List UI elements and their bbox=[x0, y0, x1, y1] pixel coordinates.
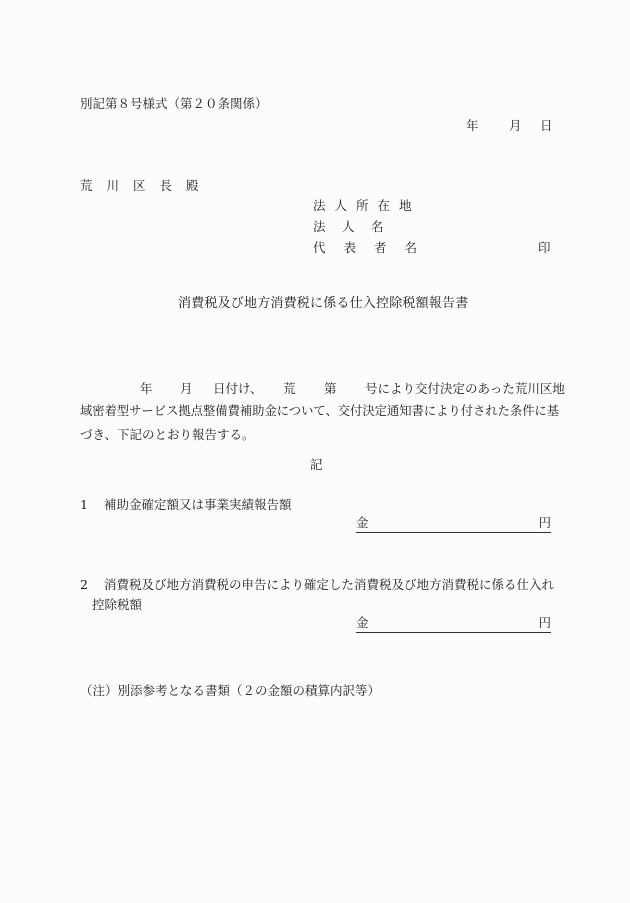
item-1-amount-prefix: 金 bbox=[356, 515, 369, 530]
sender-address-label: 法人所在地 bbox=[313, 198, 421, 213]
note: （注）別添参考となる書類（２の金額の積算内訳等） bbox=[80, 683, 381, 698]
item-1-amount-field[interactable] bbox=[356, 515, 551, 533]
item-2 bbox=[80, 577, 554, 593]
body-month-label: 月 bbox=[180, 381, 193, 396]
sender-name-label: 法 人 名 bbox=[313, 219, 386, 234]
date-month-label: 月 bbox=[509, 118, 522, 133]
item-1-label: 補助金確定額又は事業実績報告額 bbox=[104, 497, 292, 512]
item-2-amount-field[interactable] bbox=[356, 615, 551, 633]
item-2-label-line2: 控除税額 bbox=[92, 597, 143, 612]
document-title: 消費税及び地方消費税に係る仕入控除税額報告書 bbox=[178, 296, 469, 311]
item-2-number: 2 bbox=[80, 577, 88, 592]
addressee: 荒川区長殿 bbox=[80, 178, 213, 193]
item-2-label-line1: 消費税及び地方消費税の申告により確定した消費税及び地方消費税に係る仕入れ bbox=[104, 577, 555, 592]
body-paragraph bbox=[80, 377, 565, 446]
body-day-label: 日付け、 bbox=[213, 381, 263, 396]
form-number: 別記第８号様式（第２０条関係） bbox=[80, 96, 268, 111]
item-1-number: 1 bbox=[80, 497, 88, 512]
item-2-amount-suffix: 円 bbox=[538, 615, 551, 630]
body-year-label: 年 bbox=[140, 381, 153, 396]
date-day-label: 日 bbox=[540, 118, 553, 133]
item-1 bbox=[80, 497, 292, 513]
ki-heading: 記 bbox=[310, 457, 323, 472]
body-ara-label: 荒 bbox=[283, 381, 296, 396]
date-year-label: 年 bbox=[466, 118, 479, 133]
sender-representative-label: 代表者名 bbox=[313, 240, 436, 255]
body-line1-rest: 号により交付決定のあった荒川区地 bbox=[365, 381, 565, 396]
body-line2: 域密着型サービス拠点整備費補助金について、交付決定通知書により付された条件に基 bbox=[80, 404, 560, 418]
seal-mark: 印 bbox=[538, 240, 551, 255]
item-1-amount-suffix: 円 bbox=[538, 515, 551, 530]
body-dai-label: 第 bbox=[324, 381, 337, 396]
body-line3: づき、下記のとおり報告する。 bbox=[80, 427, 255, 442]
item-2-amount-prefix: 金 bbox=[356, 615, 369, 630]
